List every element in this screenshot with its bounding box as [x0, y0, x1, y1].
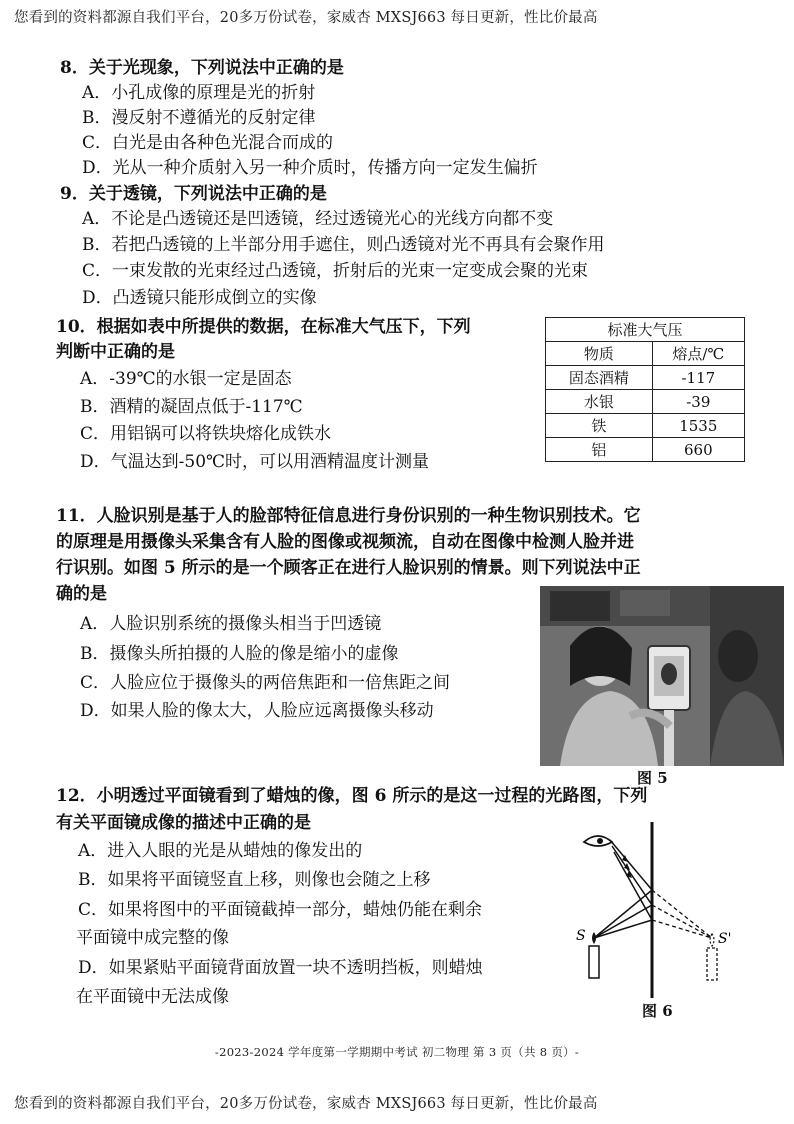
q11-stem-line3: 行识别。如图 5 所示的是一个顾客正在进行人脸识别的情景。则下列说法中正: [56, 558, 641, 578]
q11-option-c: C．人脸应位于摄像头的两倍焦距和一倍焦距之间: [80, 673, 451, 693]
face-recognition-illustration: [540, 586, 784, 766]
q12-option-c: C．如果将图中的平面镜截掉一部分，蜡烛仍能在剩余: [78, 900, 483, 920]
bottom-banner: 您看到的资料都源自我们平台，20多万份试卷，家威杏 MXSJ663 每日更新，性比价最高: [14, 1096, 598, 1112]
candle-icon: [589, 946, 599, 978]
table-header-melting-point: 熔点/℃: [652, 342, 744, 366]
q12-option-c-cont: 平面镜中成完整的像: [76, 928, 229, 948]
q11-option-b: B．摄像头所拍摄的人脸的像是缩小的虚像: [80, 644, 399, 664]
mirror-ray-diagram: [570, 820, 770, 1000]
q12-option-d-cont: 在平面镜中无法成像: [76, 987, 229, 1007]
table-cell: 660: [652, 438, 744, 462]
q10-stem-line2: 判断中正确的是: [56, 342, 175, 362]
q8-stem: 8．关于光现象，下列说法中正确的是: [60, 58, 344, 78]
q12-stem-line2: 有关平面镜成像的描述中正确的是: [56, 813, 311, 833]
q11-option-d: D．如果人脸的像太大，人脸应远离摄像头移动: [80, 701, 434, 721]
table-cell: -39: [652, 390, 744, 414]
table-title: 标准大气压: [546, 318, 745, 342]
q11-stem-line1: 11．人脸识别是基于人的脸部特征信息进行身份识别的一种生物识别技术。它: [56, 506, 641, 526]
q12-option-d: D．如果紧贴平面镜背面放置一块不透明挡板，则蜡烛: [78, 958, 483, 978]
q8-option-d: D．光从一种介质射入另一种介质时，传播方向一定发生偏折: [82, 158, 538, 178]
q10-stem-line1: 10．根据如表中所提供的数据，在标准大气压下，下列: [56, 317, 471, 337]
q8-option-a: A．小孔成像的原理是光的折射: [82, 83, 316, 103]
candle-flame-icon: [592, 932, 596, 944]
figure-5-caption: 图 5: [637, 769, 668, 787]
face-recognition-photo: [540, 586, 784, 766]
q11-stem-line4: 确的是: [56, 584, 107, 604]
q9-option-b: B．若把凸透镜的上半部分用手遮住，则凸透镜对光不再具有会聚作用: [82, 235, 605, 255]
table-header-substance: 物质: [546, 342, 653, 366]
table-cell: 水银: [546, 390, 653, 414]
q10-option-d: D．气温达到-50℃时，可以用酒精温度计测量: [80, 452, 430, 472]
q11-option-a: A．人脸识别系统的摄像头相当于凹透镜: [80, 614, 382, 634]
table-cell: 铝: [546, 438, 653, 462]
table-row: [546, 438, 745, 462]
melting-point-table: [545, 317, 745, 462]
q12-option-a: A．进入人眼的光是从蜡烛的像发出的: [78, 841, 363, 861]
q9-option-a: A．不论是凸透镜还是凹透镜，经过透镜光心的光线方向都不变: [82, 209, 554, 229]
label-s-prime: S': [718, 931, 732, 947]
q11-stem-line2: 的原理是用摄像头采集含有人脸的图像或视频流，自动在图像中检测人脸并进: [56, 532, 634, 552]
q9-option-c: C．一束发散的光束经过凸透镜，折射后的光束一定变成会聚的光束: [82, 261, 589, 281]
q8-option-c: C．白光是由各种色光混合而成的: [82, 133, 334, 153]
q10-option-a: A．-39℃的水银一定是固态: [80, 369, 292, 389]
q12-option-b: B．如果将平面镜竖直上移，则像也会随之上移: [78, 870, 431, 890]
q10-option-b: B．酒精的凝固点低于-117℃: [80, 397, 303, 417]
page-footer: -2023-2024 学年度第一学期期中考试 初二物理 第 3 页（共 8 页）-: [214, 1045, 580, 1059]
q12-stem-line1: 12．小明透过平面镜看到了蜡烛的像，图 6 所示的是这一过程的光路图，下列: [56, 786, 648, 806]
q9-stem: 9．关于透镜，下列说法中正确的是: [60, 184, 327, 204]
q8-option-b: B．漫反射不遵循光的反射定律: [82, 108, 316, 128]
label-s: S: [576, 928, 586, 944]
table-cell: 铁: [546, 414, 653, 438]
q9-option-d: D．凸透镜只能形成倒立的实像: [82, 288, 317, 308]
top-banner: 您看到的资料都源自我们平台，20多万份试卷，家威杏 MXSJ663 每日更新，性比价最高: [14, 10, 598, 26]
table-cell: 1535: [652, 414, 744, 438]
q10-option-c: C．用铝锅可以将铁块熔化成铁水: [80, 424, 332, 444]
figure-6-caption: 图 6: [642, 1002, 673, 1020]
table-row: [546, 390, 745, 414]
table-row: [546, 366, 745, 390]
candle-image-icon: [707, 948, 717, 980]
table-cell: 固态酒精: [546, 366, 653, 390]
table-cell: -117: [652, 366, 744, 390]
table-row: [546, 414, 745, 438]
